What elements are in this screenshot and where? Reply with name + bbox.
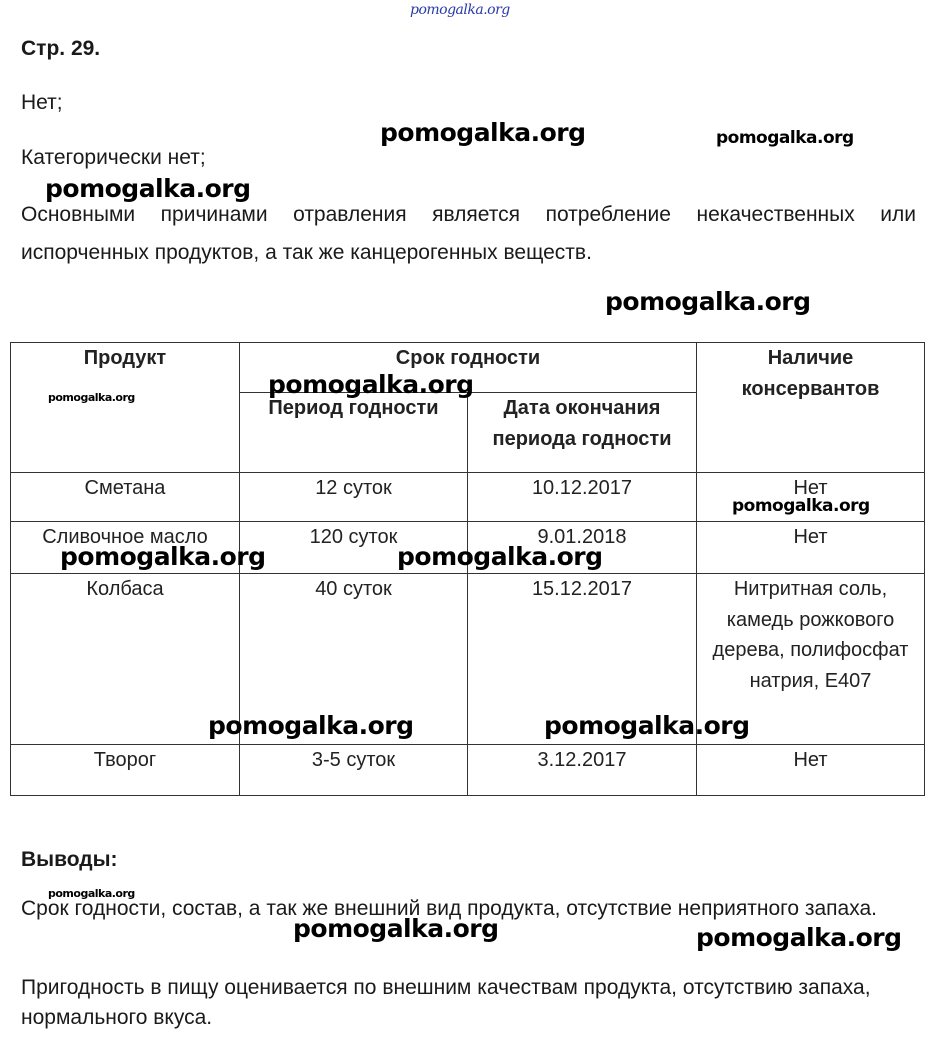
- answer-3: Основными причинами отравления является потребление некачественных или испорченных продуктов, а так же канцерогенных веществ.: [21, 203, 916, 264]
- header-end-date: Дата окончания периода годности: [468, 393, 697, 473]
- cell-preservatives: Нет: [697, 473, 925, 522]
- watermark: pomogalka.org: [45, 174, 251, 203]
- answer-1: Нет;: [21, 91, 63, 114]
- cell-product: Сметана: [11, 473, 240, 522]
- cell-product: Колбаса: [11, 574, 240, 745]
- cell-preservatives: Нет: [697, 522, 925, 574]
- watermark: pomogalka.org: [605, 287, 811, 316]
- conclusions-title: Выводы:: [21, 848, 118, 871]
- cell-preservatives: Нитритная соль, камедь рожкового дерева, полифосфат натрия, Е407: [697, 574, 925, 745]
- table-row: [11, 745, 925, 796]
- header-period: Период годности: [240, 393, 468, 473]
- conclusion-1: Срок годности, состав, а так же внешний вид продукта, отсутствие неприятного запаха.: [21, 897, 877, 920]
- header-preservatives: Наличие консервантов: [697, 343, 925, 473]
- watermark: pomogalka.org: [397, 542, 603, 571]
- watermark: pomogalka.org: [696, 923, 902, 952]
- watermark-top: pomogalka.org: [410, 2, 510, 18]
- watermark: pomogalka.org: [716, 128, 854, 148]
- cell-product: Сливочное масло: [11, 522, 240, 574]
- watermark: pomogalka.org: [380, 118, 586, 147]
- watermark: pomogalka.org: [48, 391, 135, 404]
- watermark: pomogalka.org: [293, 914, 499, 943]
- watermark: pomogalka.org: [268, 370, 474, 399]
- page-label: Стр. 29.: [21, 37, 101, 60]
- watermark: pomogalka.org: [208, 711, 414, 740]
- cell-end-date: 3.12.2017: [468, 745, 697, 796]
- header-shelf-life: Срок годности: [240, 343, 697, 393]
- watermark: pomogalka.org: [60, 542, 266, 571]
- table-row: [11, 574, 925, 745]
- cell-period: 120 суток: [240, 522, 468, 574]
- cell-end-date: 15.12.2017: [468, 574, 697, 745]
- cell-product: Творог: [11, 745, 240, 796]
- cell-preservatives: Нет: [697, 745, 925, 796]
- cell-period: 40 суток: [240, 574, 468, 745]
- cell-end-date: 9.01.2018: [468, 522, 697, 574]
- conclusion-2: Пригодность в пищу оценивается по внешним качествам продукта, отсутствию запаха, нормального вкуса.: [21, 976, 871, 1029]
- header-product: Продукт: [11, 343, 240, 473]
- watermark: pomogalka.org: [48, 887, 135, 900]
- watermark: pomogalka.org: [732, 496, 870, 516]
- watermark: pomogalka.org: [544, 711, 750, 740]
- cell-period: 12 суток: [240, 473, 468, 522]
- answer-2: Категорически нет;: [21, 146, 206, 169]
- cell-end-date: 10.12.2017: [468, 473, 697, 522]
- cell-period: 3-5 суток: [240, 745, 468, 796]
